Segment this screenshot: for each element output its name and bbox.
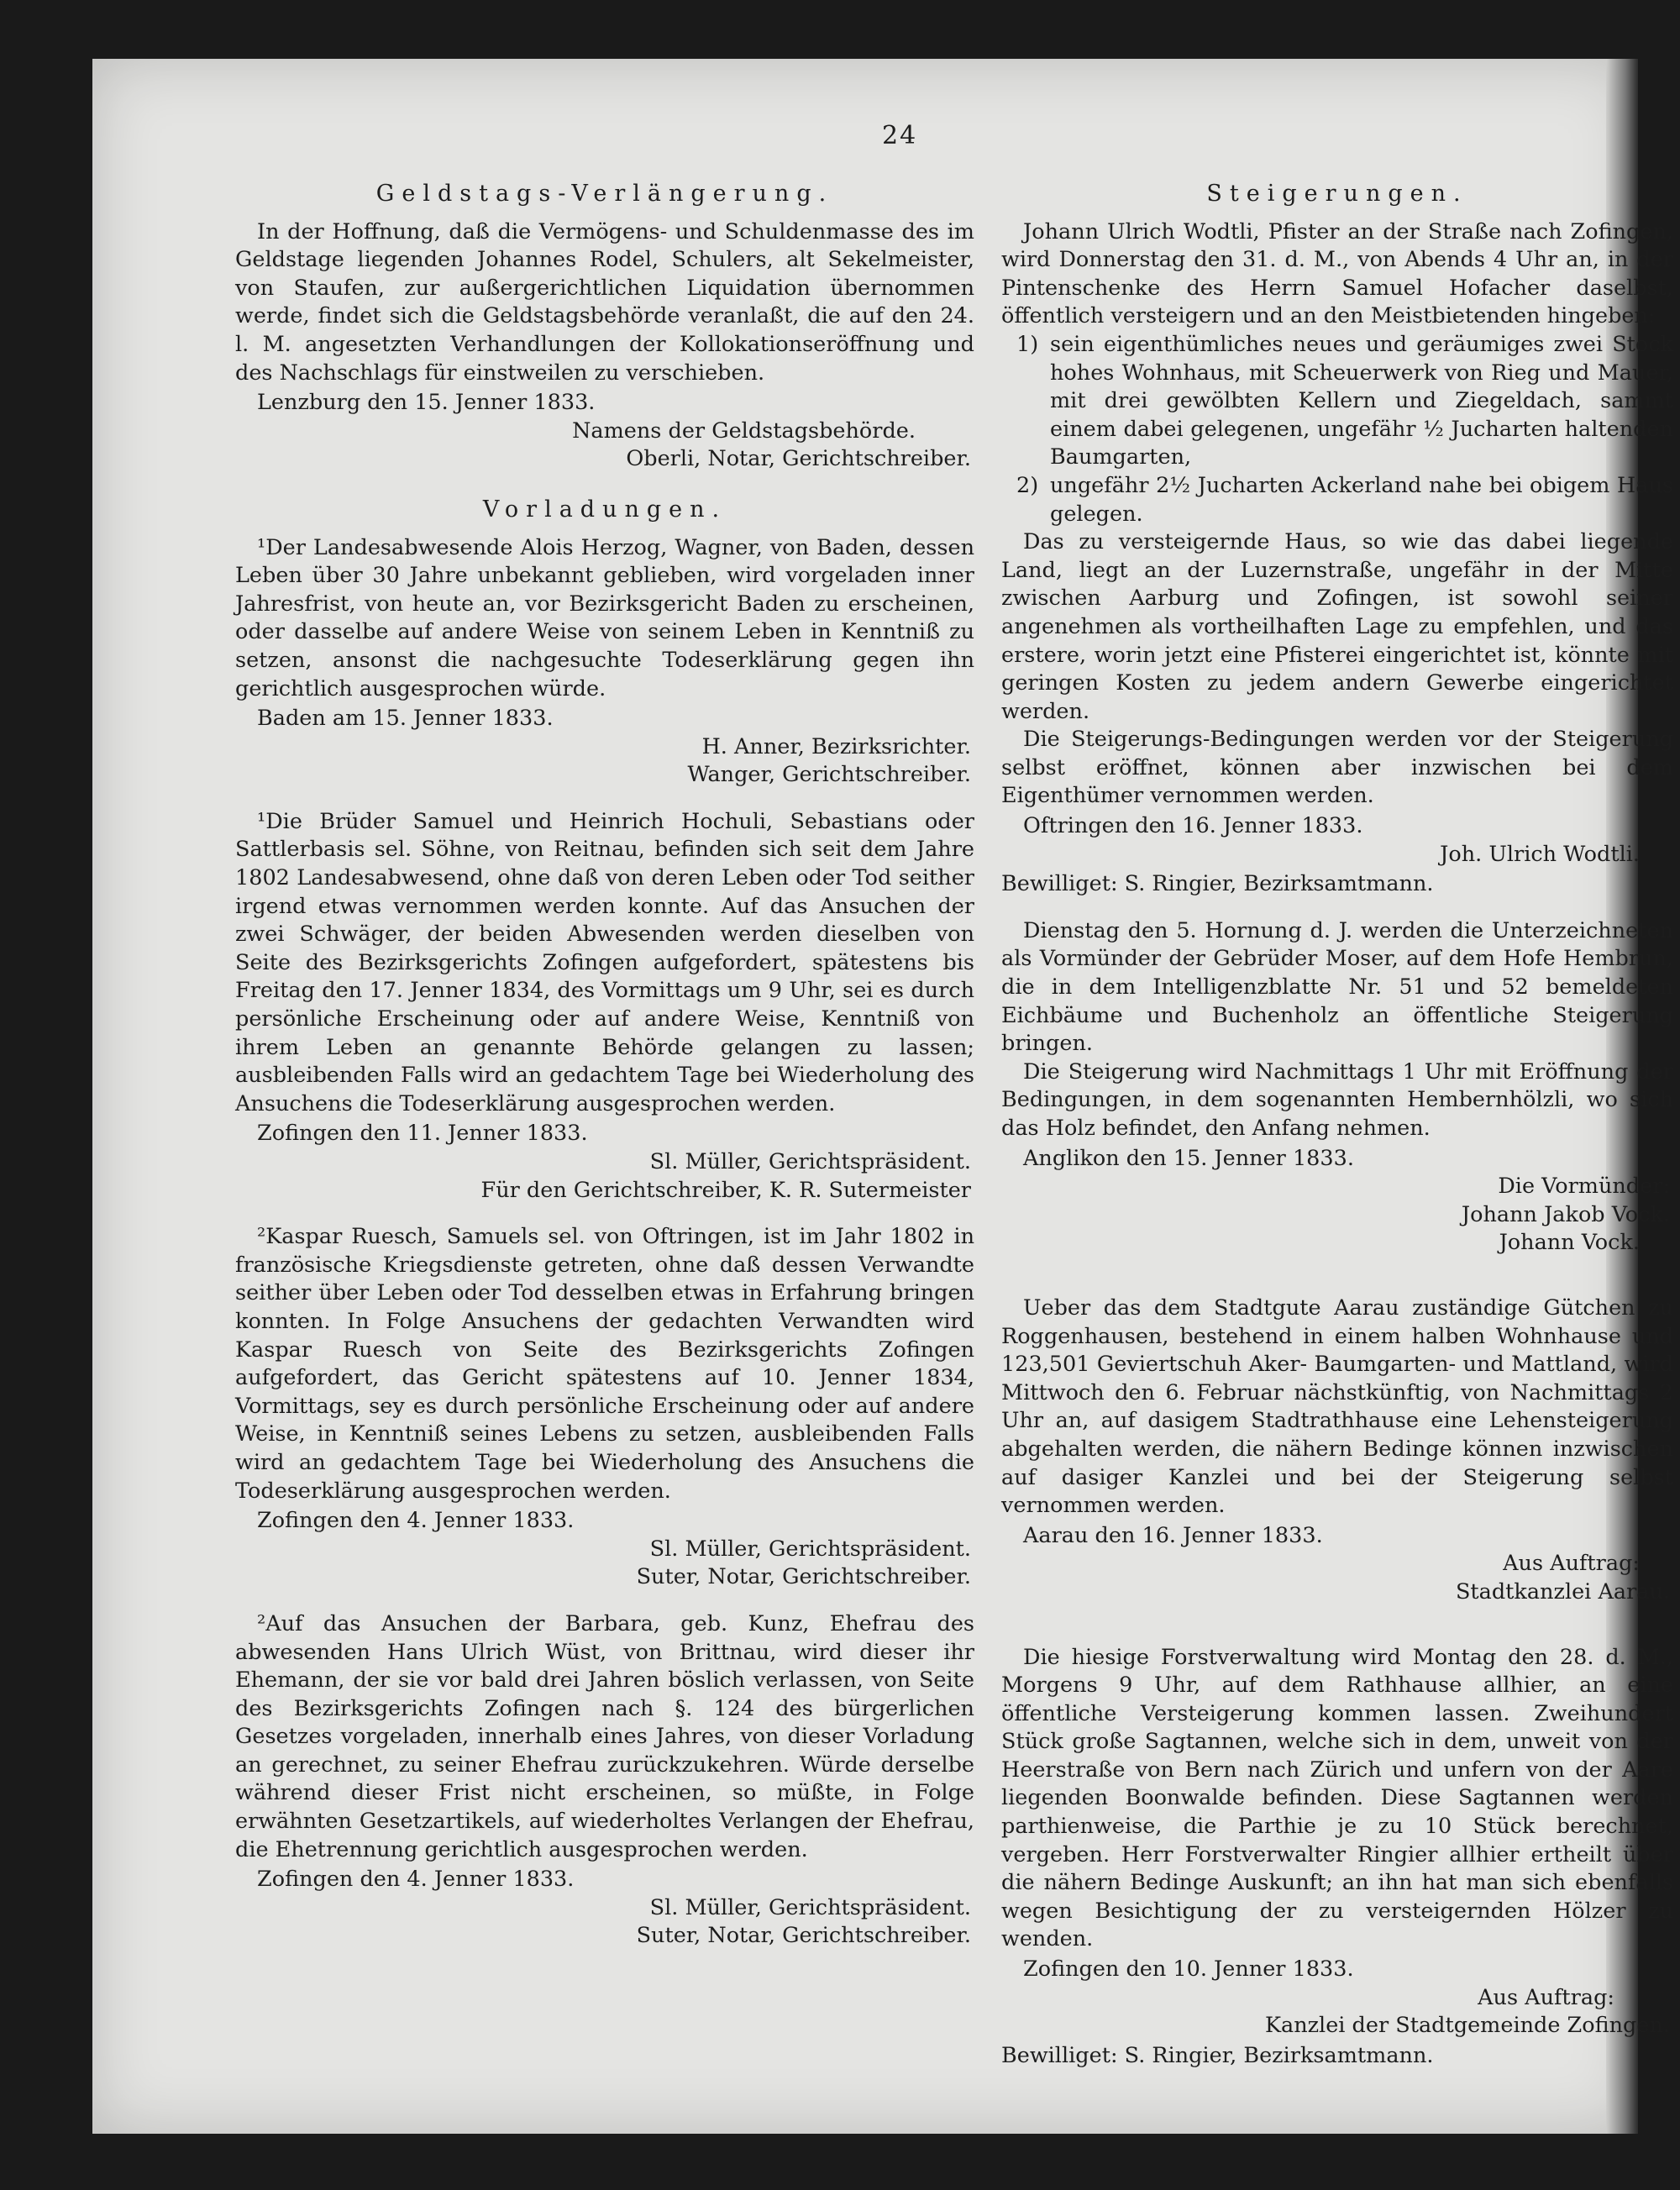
place-date: Zofingen den 4. Jenner 1833.: [257, 1508, 575, 1534]
signature-line: Sl. Müller, Gerichtspräsident.: [649, 1894, 971, 1920]
signature-line: H. Anner, Bezirksrichter.: [701, 733, 971, 759]
right-column: [1001, 176, 1673, 2070]
notice-body: ¹Der Landesabwesende Alois Herzog, Wagner, von Baden, dessen Leben über 30 Jahre unbekannt geblieben, wird vorgeladen inner Jahresfrist, von heute an, vor Bezirksgericht Baden zu erscheinen, oder dasselbe auf andere Weise von seinem Leben in Kenntniß zu setzen, ansonst die nachgesuchte Todeserklärung gegen ihn gerichtlich ausgesprochen würde.: [235, 534, 974, 701]
signature-line: Sl. Müller, Gerichtspräsident.: [649, 1536, 971, 1562]
list-item: [1001, 331, 1673, 472]
place-date: Anglikon den 15. Jenner 1833.: [1023, 1145, 1354, 1171]
place-date: Zofingen den 4. Jenner 1833.: [257, 1867, 575, 1893]
list-item: [1001, 472, 1673, 528]
notice-body: Das zu versteigernde Haus, so wie das dabei liegende Land, liegt an der Luzernstraße, ungefähr in der Mitte zwischen Aarburg und Zofingen, ist sowohl seiner angenehmen als vortheilhaften Lage zu empfehlen, und das erstere, worin jetzt eine Pfisterei eingerichtet ist, könnte mit geringen Kosten zu jedem andern Gewerbe eingerichtet werden.: [1001, 529, 1673, 724]
place-date: Zofingen den 10. Jenner 1833.: [1023, 1956, 1354, 1983]
signature-line: Kanzlei der Stadtgemeinde Zofingen.: [1264, 2013, 1670, 2039]
notice-body: ¹Die Brüder Samuel und Heinrich Hochuli, Sebastians oder Sattlerbasis sel. Söhne, von Reitnau, befinden sich seit dem Jahre 1802 Landesabwesend, ohne daß von deren Leben oder Tod seither irgend etwas vernommen werden konnte. Auf das Ansuchen der zwei Schwäger, der beiden Abwesenden werden dieselben von Seite des Bezirksgerichts Zofingen aufgefordert, spätestens bis Freitag den 17. Jenner 1834, des Vormittags um 9 Uhr, sei es durch persönliche Erscheinung oder auf andere Weise, Kenntniß von ihrem Leben an genannte Behörde gelangen zu lassen; ausbleibenden Falls wird an gedachtem Tage bei Wiederholung des Ansuchens die Todeserklärung ausgesprochen werden.: [235, 808, 974, 1116]
notice-body: Die Steigerung wird Nachmittags 1 Uhr mit Eröffnung der Bedingungen, in dem sogenannten Hembernhölzli, wo sich das Holz befindet, den Anfang nehmen.: [1001, 1058, 1673, 1141]
item-number: 1): [1016, 331, 1039, 357]
place-date: Baden am 15. Jenner 1833.: [257, 706, 554, 732]
notice-body: ²Auf das Ansuchen der Barbara, geb. Kunz, Ehefrau des abwesenden Hans Ulrich Wüst, von Brittnau, wird dieser ihr Ehemann, der sie vor bald drei Jahren böslich verlassen, von Seite des Bezirksgerichts Zofingen nach §. 124 des bürgerlichen Gesetzes vorgeladen, innerhalb eines Jahres, von dieser Vorladung an gerechnet, zu seiner Ehefrau zurückzukehren. Würde derselbe während dieser Frist nicht erscheinen, so müßte, in Folge erwähnten Gesetzartikels, auf wiederholtes Verlangen der Ehefrau, die Ehetrennung gerichtlich ausgesprochen werden.: [235, 1610, 974, 1862]
notice-body: Die hiesige Forstverwaltung wird Montag den 28. d. M., Morgens 9 Uhr, auf dem Rathhause allhier, an eine öffentliche Versteigerung kommen lassen. Zweihundert Stück große Sagtannen, welche sich in dem, unweit von der Heerstraße von Bern nach Zürich und unfern von der Aare liegenden Boonwalde befinden. Diese Sagtannen werden parthienweise, die Parthie je zu 10 Stück berechnet, vergeben. Herr Forstverwalter Ringier allhier ertheilt über die nähern Bedinge Auskunft; an ihn hat man sich ebenfalls wegen Besichtigung der zu versteigernden Hölzer zu wenden.: [1001, 1644, 1673, 1952]
newspaper-page: [92, 59, 1673, 2134]
place-date: Zofingen den 11. Jenner 1833.: [257, 1121, 588, 1147]
signature-line: Aus Auftrag:: [1503, 1551, 1640, 1577]
notice-body: Die Steigerungs-Bedingungen werden vor der Steigerung selbst eröffnet, können aber inzwischen bei dem Eigenthümer vernommen werden.: [1001, 727, 1673, 809]
signature-line: Johann Vock.: [1499, 1230, 1640, 1256]
signature-line: Joh. Ulrich Wodtli.: [1440, 841, 1640, 867]
signature-line: Oberli, Notar, Gerichtschreiber.: [626, 446, 971, 472]
place-date: Aarau den 16. Jenner 1833.: [1023, 1522, 1323, 1548]
section-heading-vorladungen: Vorladungen.: [482, 496, 727, 523]
signature-line: Sl. Müller, Gerichtspräsident.: [649, 1149, 971, 1174]
notice-body: Dienstag den 5. Hornung d. J. werden die Unterzeichneten als Vormünder der Gebrüder Moser, auf dem Hofe Hembrun, die in dem Intelligenzblatte Nr. 51 und 52 bemeldeten Eichbäume und Buchenholz an öffentliche Steigerung bringen.: [1001, 917, 1673, 1057]
signature-line: Stadtkanzlei Aarau.: [1455, 1578, 1670, 1604]
signature-line: Johann Jakob Vock.: [1461, 1201, 1670, 1227]
approval-line: Bewilliget: S. Ringier, Bezirksamtmann.: [1001, 871, 1434, 897]
item-number: 2): [1016, 472, 1039, 498]
approval-line: Bewilliget: S. Ringier, Bezirksamtmann.: [1001, 2042, 1434, 2068]
place-date: Oftringen den 16. Jenner 1833.: [1023, 813, 1363, 839]
signature-line: Namens der Geldstagsbehörde.: [572, 418, 916, 444]
signature-line: Wanger, Gerichtschreiber.: [687, 762, 971, 788]
notice-body: ²Kaspar Ruesch, Samuels sel. von Oftringen, ist im Jahr 1802 in französische Kriegsdienste getreten, ohne daß dessen Verwandte seither über Leben oder Tod desselben etwas in Erfahrung bringen konnten. In Folge Ansuchens der gedachten Verwandten wird Kaspar Ruesch von Seite des Bezirksgerichts Zofingen aufgefordert, das Gericht spätestens auf 10. Jenner 1834, Vormittags, sey es durch persönliche Erscheinung oder auf andere Weise, in Kenntniß seines Lebens zu setzen, ausbleibenden Falls wird an gedachtem Tage bei Wiederholung des Ansuchens die Todeserklärung ausgesprochen werden.: [235, 1224, 974, 1504]
item-text: ungefähr 2½ Jucharten Ackerland nahe bei obigem Haus gelegen.: [1050, 472, 1673, 527]
signature-line: Für den Gerichtschreiber, K. R. Sutermeister: [480, 1177, 971, 1203]
place-date: Lenzburg den 15. Jenner 1833.: [257, 390, 596, 416]
signature-line: Suter, Notar, Gerichtschreiber.: [636, 1564, 971, 1590]
section-heading-steigerungen: Steigerungen.: [1206, 181, 1468, 207]
notice-body: In der Hoffnung, daß die Vermögens- und Schuldenmasse des im Geldstage liegenden Johannes Rodel, Schulers, alt Sekelmeister, von Staufen, zur außergerichtlichen Liquidation übernommen werde, findet sich die Geldstagsbehörde veranlaßt, die auf den 24. l. M. angesetzten Verhandlungen der Kollokationseröffnung und des Nachschlags für einstweilen zu verschieben.: [235, 218, 974, 386]
left-column: [235, 176, 974, 1951]
item-text: sein eigenthümliches neues und geräumiges zwei Stock hohes Wohnhaus, mit Scheuerwerk von Rieg und Mauer, mit drei gewölbten Kellern und Ziegeldach, sammt einem dabei gelegenen, ungefähr ½ Jucharten haltenden Baumgarten,: [1050, 331, 1673, 470]
signature-line: Aus Auftrag:: [1478, 1984, 1614, 2010]
notice-body: Ueber das dem Stadtgute Aarau zuständige Gütchen zu Roggenhausen, bestehend in einem halben Wohnhause und 123,501 Geviertschuh Aker- Baumgarten- und Mattland, wird Mittwoch den 6. Februar nächstkünftig, von Nachmittags 2 Uhr an, auf dasigem Stadtrathhause eine Lehensteigerung abgehalten werden, die nähern Bedinge können inzwischen auf dasiger Kanzlei und bei der Steigerung selbst vernommen werden.: [1001, 1295, 1673, 1519]
notice-body: Johann Ulrich Wodtli, Pfister an der Straße nach Zofingen, wird Donnerstag den 31. d. M., von Abends 4 Uhr an, in der Pintenschenke des Herrn Samuel Hofacher daselbst, öffentlich versteigern und an den Meistbietenden hingeben:: [1001, 218, 1673, 329]
section-heading-geldstag: Geldstags-Verlängerung.: [375, 181, 834, 207]
signature-line: Suter, Notar, Gerichtschreiber.: [636, 1923, 971, 1949]
item-list: [1001, 331, 1673, 528]
page-number: 24: [882, 121, 918, 150]
signature-line: Die Vormünder:: [1498, 1174, 1670, 1200]
